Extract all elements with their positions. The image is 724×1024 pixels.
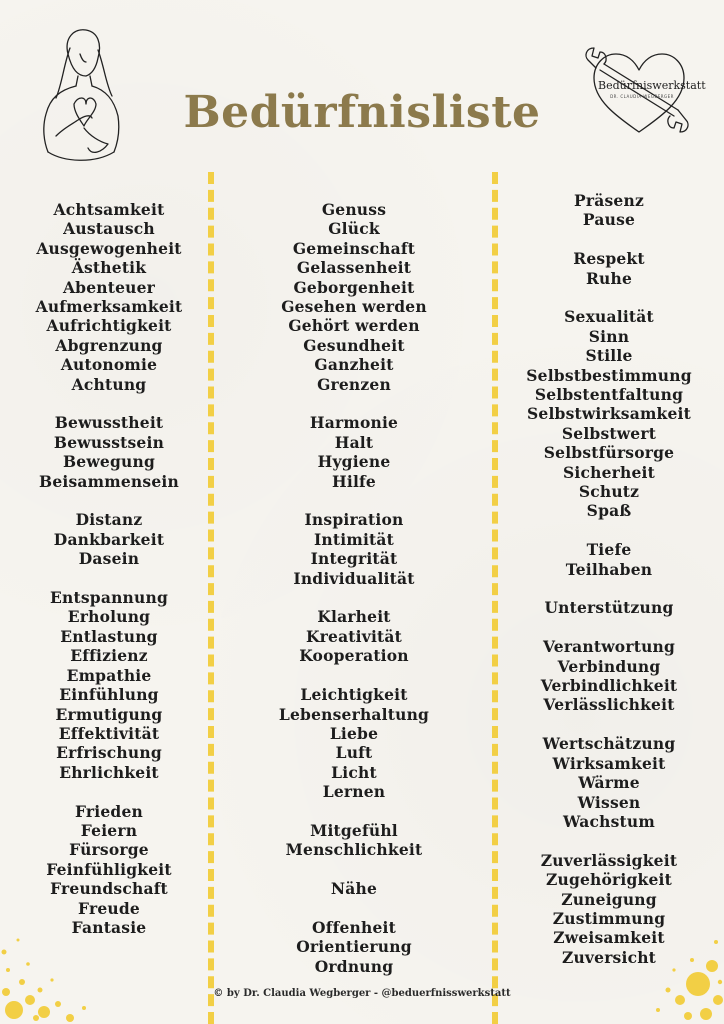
need-item: Spaß [586,501,632,521]
need-item: Stille [585,346,633,366]
need-item: Wirksamkeit [552,753,666,773]
need-item: Schutz [578,482,640,502]
need-item: Hilfe [332,471,376,491]
need-item: Distanz [75,510,143,530]
needs-group [494,637,724,715]
need-item: Verlässlichkeit [543,695,675,715]
need-item: Integrität [310,549,398,569]
need-item: Mitgefühl [310,820,398,840]
need-item: Zugehörigkeit [545,870,673,890]
needs-group [494,307,724,520]
need-item: Effizienz [70,646,148,666]
need-item: Respekt [573,249,645,269]
page-title: Bedürfnisliste [183,87,541,139]
need-item: Selbstbestimmung [526,365,692,385]
need-item: Präsenz [574,191,644,210]
need-item: Zustimmung [552,908,666,928]
needs-group [239,510,469,588]
needs-group [494,540,724,579]
need-item: Selbstfürsorge [543,443,675,463]
need-item: Wissen [577,792,641,812]
needs-group [494,598,724,617]
needs-group [239,607,469,665]
needs-group [239,413,469,491]
need-item: Luft [335,743,373,763]
need-item: Feiern [80,820,138,840]
needs-group [494,734,724,831]
need-item: Gelassenheit [296,258,412,278]
need-item: Ordnung [314,956,394,976]
need-item: Offenheit [312,917,396,937]
need-item: Empathie [66,665,152,685]
need-item: Fürsorge [69,840,149,860]
need-item: Abgrenzung [55,335,163,355]
need-item: Ausgewogenheit [36,238,182,258]
need-item: Erholung [67,607,151,627]
need-item: Dasein [78,549,140,569]
need-item: Unterstützung [544,598,674,618]
needs-group [0,588,224,782]
need-item: Pause [582,210,636,230]
need-item: Effektivität [58,723,160,743]
need-item: Sicherheit [563,462,655,482]
need-item: Teilhaben [565,559,653,579]
need-item: Bewusstheit [54,413,164,433]
needs-group [0,413,224,491]
needs-group [494,191,724,230]
need-item: Wertschätzung [542,734,676,754]
need-item: Sinn [588,326,630,346]
needs-group [0,200,224,394]
need-item: Geborgenheit [293,277,415,297]
need-item: Verbindlichkeit [540,676,678,696]
need-item: Ganzheit [314,355,394,375]
need-item: Freude [78,898,140,918]
need-item: Selbstwirksamkeit [526,404,692,424]
logo-line2: werkstatt [652,79,706,92]
need-item: Hygiene [317,452,391,472]
need-item: Menschlichkeit [285,840,423,860]
need-item: Ehrlichkeit [59,762,159,782]
need-item: Lebenserhaltung [278,704,430,724]
needs-group [239,879,469,898]
need-item: Fantasie [71,917,147,937]
need-item: Inspiration [304,510,404,530]
need-item: Austausch [63,219,155,239]
need-item: Bewegung [63,452,155,472]
need-item: Aufrichtigkeit [46,316,172,336]
need-item: Tiefe [586,540,632,560]
need-item: Ästhetik [71,258,147,278]
need-item: Sexualität [564,307,654,327]
need-item: Bewusstsein [53,432,165,452]
need-item: Achtsamkeit [53,200,165,219]
need-item: Erfrischung [56,743,162,763]
need-item: Gesehen werden [281,297,427,317]
need-item: Freundschaft [50,879,168,899]
needs-group [239,200,469,394]
need-item: Leichtigkeit [300,685,408,705]
need-item: Entlastung [60,626,158,646]
need-item: Dankbarkeit [53,529,165,549]
need-item: Verantwortung [542,637,676,657]
need-item: Gemeinschaft [292,238,416,258]
logo-subtitle: DR. CLAUDIA WEGBERGER [610,94,674,99]
need-item: Ruhe [585,268,633,288]
need-item: Zweisamkeit [553,928,665,948]
need-item: Frieden [74,801,144,821]
needs-group [0,510,224,568]
needs-group [494,249,724,288]
need-item: Zuneigung [561,889,657,909]
need-item: Intimität [313,529,395,549]
need-item: Liebe [329,723,379,743]
need-item: Grenzen [317,374,391,394]
needs-group [239,685,469,801]
heart-wrench-logo-icon [582,46,696,138]
need-item: Beisammensein [39,471,179,491]
need-item: Gehört werden [288,316,420,336]
need-item: Individualität [293,568,415,588]
need-item: Autonomie [60,355,158,375]
needs-column-3 [494,191,724,987]
need-item: Halt [334,432,374,452]
need-item: Klarheit [317,607,391,627]
footer-credit: © by Dr. Claudia Wegberger - @beduerfnisswerkstatt [213,988,511,999]
need-item: Ermutigung [55,704,163,724]
need-item: Kreativität [305,626,403,646]
need-item: Glück [328,219,380,239]
need-item: Lernen [322,782,386,802]
needs-group [239,918,469,976]
need-item: Selbstentfaltung [534,385,684,405]
yellow-splash-decoration-right [628,930,724,1024]
need-item: Selbstwert [561,423,657,443]
need-item: Aufmerksamkeit [35,297,183,317]
need-item: Verbindung [557,656,661,676]
need-item: Kooperation [299,646,409,666]
logo-line1: Bedürfnis [598,79,653,92]
need-item: Wachstum [563,811,655,831]
need-item: Einfühlung [59,685,159,705]
need-item: Achtung [71,374,147,394]
logo-wordmark [598,79,706,92]
need-item: Licht [331,762,377,782]
need-item: Zuverlässigkeit [540,850,678,870]
need-item: Nähe [330,879,378,899]
needs-column-2 [239,200,469,996]
needs-group [239,821,469,860]
need-item: Abenteuer [62,277,156,297]
need-item: Genuss [321,200,387,219]
need-item: Entspannung [50,588,168,608]
need-item: Feinfühligkeit [46,859,172,879]
need-item: Harmonie [309,413,399,433]
need-item: Zuversicht [561,947,657,967]
need-item: Gesundheit [303,335,405,355]
needs-column-1 [0,200,224,957]
yellow-splash-decoration-left [0,900,120,1024]
need-item: Wärme [578,773,640,793]
need-item: Orientierung [296,937,412,957]
